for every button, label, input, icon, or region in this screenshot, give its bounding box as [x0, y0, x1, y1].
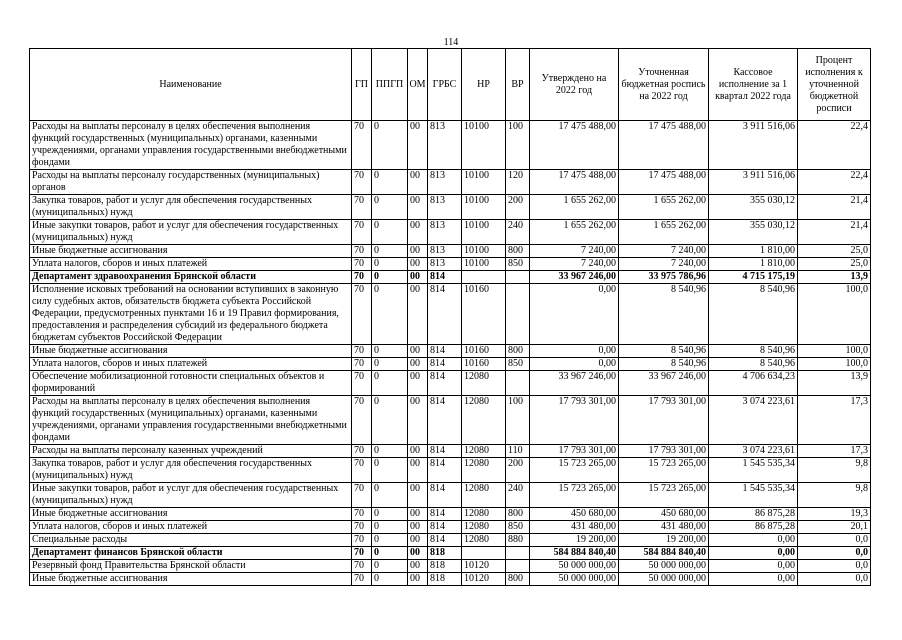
cell-cash: 0,00 [709, 573, 798, 586]
cell-refined: 15 723 265,00 [619, 458, 709, 483]
cell-refined: 431 480,00 [619, 521, 709, 534]
cell-grbs: 813 [428, 245, 462, 258]
cell-percent: 0,0 [798, 560, 871, 573]
cell-om: 00 [408, 271, 428, 284]
cell-gp: 70 [352, 220, 372, 245]
cell-ppgp: 0 [372, 284, 408, 345]
cell-percent: 20,1 [798, 521, 871, 534]
cell-vr: 850 [506, 521, 530, 534]
header-np: НР [462, 49, 506, 121]
cell-cash: 3 911 516,06 [709, 121, 798, 170]
cell-om: 00 [408, 445, 428, 458]
cell-grbs: 814 [428, 521, 462, 534]
cell-gp: 70 [352, 245, 372, 258]
cell-name: Иные бюджетные ассигнования [30, 508, 352, 521]
cell-ppgp: 0 [372, 121, 408, 170]
cell-grbs: 818 [428, 560, 462, 573]
page-number: 114 [443, 37, 459, 48]
cell-approved: 1 655 262,00 [530, 220, 619, 245]
cell-cash: 1 545 535,34 [709, 458, 798, 483]
cell-vr [506, 271, 530, 284]
cell-approved: 50 000 000,00 [530, 560, 619, 573]
table-row [30, 271, 871, 284]
table-row [30, 245, 871, 258]
cell-name: Уплата налогов, сборов и иных платежей [30, 521, 352, 534]
cell-refined: 17 475 488,00 [619, 121, 709, 170]
cell-ppgp: 0 [372, 245, 408, 258]
cell-refined: 8 540,96 [619, 345, 709, 358]
header-percent: Процент исполнения к уточненной бюджетной росписи [798, 49, 871, 121]
cell-refined: 17 475 488,00 [619, 170, 709, 195]
cell-np [462, 547, 506, 560]
cell-approved: 33 967 246,00 [530, 271, 619, 284]
cell-name: Резервный фонд Правительства Брянской области [30, 560, 352, 573]
cell-om: 00 [408, 508, 428, 521]
header-om: ОМ [408, 49, 428, 121]
table-row [30, 534, 871, 547]
cell-grbs: 814 [428, 534, 462, 547]
cell-om: 00 [408, 458, 428, 483]
cell-vr: 800 [506, 573, 530, 586]
cell-np: 12080 [462, 396, 506, 445]
cell-name: Иные бюджетные ассигнования [30, 245, 352, 258]
cell-ppgp: 0 [372, 271, 408, 284]
cell-vr: 800 [506, 245, 530, 258]
table-row [30, 170, 871, 195]
cell-ppgp: 0 [372, 483, 408, 508]
cell-np: 12080 [462, 483, 506, 508]
cell-approved: 584 884 840,40 [530, 547, 619, 560]
cell-grbs: 814 [428, 371, 462, 396]
cell-vr: 800 [506, 345, 530, 358]
cell-vr: 110 [506, 445, 530, 458]
cell-name: Расходы на выплаты персоналу в целях обеспечения выполнения функций государственных (муниципальных) органами, казенными учреждениями, органами управления государственными внебюджетными фондами [30, 121, 352, 170]
cell-cash: 86 875,28 [709, 521, 798, 534]
cell-name: Иные бюджетные ассигнования [30, 573, 352, 586]
cell-grbs: 814 [428, 396, 462, 445]
cell-refined: 33 975 786,96 [619, 271, 709, 284]
header-name: Наименование [30, 49, 352, 121]
cell-gp: 70 [352, 396, 372, 445]
cell-percent: 19,3 [798, 508, 871, 521]
cell-om: 00 [408, 396, 428, 445]
cell-percent: 13,9 [798, 271, 871, 284]
cell-percent: 13,9 [798, 371, 871, 396]
cell-np: 12080 [462, 445, 506, 458]
cell-approved: 17 793 301,00 [530, 396, 619, 445]
cell-om: 00 [408, 245, 428, 258]
cell-np: 12080 [462, 534, 506, 547]
cell-approved: 450 680,00 [530, 508, 619, 521]
cell-np: 12080 [462, 371, 506, 396]
cell-percent: 0,0 [798, 534, 871, 547]
cell-ppgp: 0 [372, 220, 408, 245]
cell-vr: 200 [506, 195, 530, 220]
cell-vr [506, 284, 530, 345]
cell-cash: 3 074 223,61 [709, 396, 798, 445]
cell-refined: 450 680,00 [619, 508, 709, 521]
cell-cash: 1 810,00 [709, 245, 798, 258]
cell-percent: 25,0 [798, 258, 871, 271]
cell-vr: 100 [506, 396, 530, 445]
cell-refined: 50 000 000,00 [619, 573, 709, 586]
cell-name: Обеспечение мобилизационной готовности специальных объектов и формирований [30, 371, 352, 396]
cell-refined: 8 540,96 [619, 284, 709, 345]
table-row [30, 508, 871, 521]
cell-om: 00 [408, 358, 428, 371]
cell-name: Уплата налогов, сборов и иных платежей [30, 358, 352, 371]
cell-om: 00 [408, 534, 428, 547]
cell-approved: 33 967 246,00 [530, 371, 619, 396]
header-approved: Утверждено на 2022 год [530, 49, 619, 121]
cell-approved: 17 793 301,00 [530, 445, 619, 458]
cell-refined: 584 884 840,40 [619, 547, 709, 560]
cell-name: Департамент финансов Брянской области [30, 547, 352, 560]
cell-ppgp: 0 [372, 534, 408, 547]
cell-refined: 7 240,00 [619, 245, 709, 258]
table-row [30, 258, 871, 271]
cell-ppgp: 0 [372, 358, 408, 371]
cell-percent: 21,4 [798, 195, 871, 220]
cell-grbs: 814 [428, 358, 462, 371]
cell-vr: 200 [506, 458, 530, 483]
cell-om: 00 [408, 521, 428, 534]
cell-percent: 0,0 [798, 573, 871, 586]
cell-refined: 1 655 262,00 [619, 220, 709, 245]
cell-grbs: 814 [428, 458, 462, 483]
cell-approved: 50 000 000,00 [530, 573, 619, 586]
cell-ppgp: 0 [372, 573, 408, 586]
cell-approved: 0,00 [530, 358, 619, 371]
table-row [30, 345, 871, 358]
cell-percent: 100,0 [798, 358, 871, 371]
cell-approved: 431 480,00 [530, 521, 619, 534]
table-row [30, 560, 871, 573]
cell-approved: 7 240,00 [530, 258, 619, 271]
cell-cash: 1 810,00 [709, 258, 798, 271]
cell-gp: 70 [352, 458, 372, 483]
cell-cash: 3 911 516,06 [709, 170, 798, 195]
cell-cash: 4 715 175,19 [709, 271, 798, 284]
cell-refined: 17 793 301,00 [619, 445, 709, 458]
cell-vr: 240 [506, 220, 530, 245]
cell-gp: 70 [352, 358, 372, 371]
cell-ppgp: 0 [372, 547, 408, 560]
cell-gp: 70 [352, 170, 372, 195]
cell-name: Департамент здравоохранения Брянской области [30, 271, 352, 284]
cell-om: 00 [408, 560, 428, 573]
table-row [30, 547, 871, 560]
cell-np: 10120 [462, 560, 506, 573]
cell-cash: 355 030,12 [709, 195, 798, 220]
cell-percent: 100,0 [798, 284, 871, 345]
cell-vr: 100 [506, 121, 530, 170]
table-row [30, 483, 871, 508]
cell-gp: 70 [352, 284, 372, 345]
cell-gp: 70 [352, 445, 372, 458]
cell-om: 00 [408, 483, 428, 508]
header-grbs: ГРБС [428, 49, 462, 121]
cell-ppgp: 0 [372, 396, 408, 445]
cell-percent: 25,0 [798, 245, 871, 258]
cell-cash: 8 540,96 [709, 358, 798, 371]
cell-vr [506, 560, 530, 573]
cell-percent: 21,4 [798, 220, 871, 245]
cell-gp: 70 [352, 258, 372, 271]
cell-grbs: 814 [428, 345, 462, 358]
cell-cash: 1 545 535,34 [709, 483, 798, 508]
cell-approved: 7 240,00 [530, 245, 619, 258]
cell-np: 10100 [462, 170, 506, 195]
cell-vr: 880 [506, 534, 530, 547]
cell-percent: 17,3 [798, 396, 871, 445]
cell-gp: 70 [352, 560, 372, 573]
cell-percent: 9,8 [798, 458, 871, 483]
cell-np: 10120 [462, 573, 506, 586]
cell-name: Уплата налогов, сборов и иных платежей [30, 258, 352, 271]
cell-ppgp: 0 [372, 345, 408, 358]
cell-percent: 9,8 [798, 483, 871, 508]
cell-gp: 70 [352, 534, 372, 547]
cell-grbs: 814 [428, 284, 462, 345]
cell-refined: 33 967 246,00 [619, 371, 709, 396]
cell-grbs: 813 [428, 170, 462, 195]
cell-np: 10100 [462, 195, 506, 220]
cell-percent: 100,0 [798, 345, 871, 358]
cell-cash: 0,00 [709, 534, 798, 547]
cell-approved: 15 723 265,00 [530, 483, 619, 508]
cell-percent: 0,0 [798, 547, 871, 560]
cell-gp: 70 [352, 195, 372, 220]
cell-vr: 850 [506, 258, 530, 271]
table-row [30, 220, 871, 245]
cell-np: 12080 [462, 458, 506, 483]
cell-approved: 17 475 488,00 [530, 121, 619, 170]
table-row [30, 371, 871, 396]
cell-ppgp: 0 [372, 258, 408, 271]
cell-np: 10160 [462, 284, 506, 345]
cell-ppgp: 0 [372, 508, 408, 521]
cell-ppgp: 0 [372, 458, 408, 483]
cell-grbs: 814 [428, 271, 462, 284]
cell-grbs: 813 [428, 258, 462, 271]
cell-ppgp: 0 [372, 371, 408, 396]
cell-cash: 355 030,12 [709, 220, 798, 245]
cell-np: 10100 [462, 258, 506, 271]
header-cash: Кассовое исполнение за 1 квартал 2022 года [709, 49, 798, 121]
cell-cash: 8 540,96 [709, 284, 798, 345]
cell-gp: 70 [352, 547, 372, 560]
cell-ppgp: 0 [372, 195, 408, 220]
cell-refined: 1 655 262,00 [619, 195, 709, 220]
cell-ppgp: 0 [372, 445, 408, 458]
cell-name: Иные бюджетные ассигнования [30, 345, 352, 358]
cell-cash: 8 540,96 [709, 345, 798, 358]
cell-grbs: 813 [428, 195, 462, 220]
cell-om: 00 [408, 345, 428, 358]
header-refined: Уточненная бюджетная роспись на 2022 год [619, 49, 709, 121]
cell-ppgp: 0 [372, 560, 408, 573]
budget-table [29, 48, 871, 586]
table-row [30, 458, 871, 483]
cell-gp: 70 [352, 345, 372, 358]
cell-vr: 850 [506, 358, 530, 371]
table-row [30, 121, 871, 170]
cell-om: 00 [408, 284, 428, 345]
cell-gp: 70 [352, 271, 372, 284]
cell-om: 00 [408, 371, 428, 396]
cell-percent: 22,4 [798, 170, 871, 195]
cell-name: Расходы на выплаты персоналу казенных учреждений [30, 445, 352, 458]
cell-np: 10160 [462, 345, 506, 358]
cell-approved: 1 655 262,00 [530, 195, 619, 220]
cell-cash: 86 875,28 [709, 508, 798, 521]
cell-approved: 19 200,00 [530, 534, 619, 547]
cell-om: 00 [408, 547, 428, 560]
cell-np: 10100 [462, 245, 506, 258]
cell-refined: 50 000 000,00 [619, 560, 709, 573]
table-row [30, 195, 871, 220]
table-body [30, 121, 871, 586]
cell-om: 00 [408, 195, 428, 220]
table-row [30, 284, 871, 345]
cell-refined: 15 723 265,00 [619, 483, 709, 508]
cell-grbs: 818 [428, 547, 462, 560]
table-header-row [30, 49, 871, 121]
cell-name: Иные закупки товаров, работ и услуг для обеспечения государственных (муниципальных) нужд [30, 483, 352, 508]
cell-cash: 3 074 223,61 [709, 445, 798, 458]
cell-approved: 0,00 [530, 345, 619, 358]
cell-name: Исполнение исковых требований на основании вступивших в законную силу судебных актов, обязательств бюджета субъекта Российской Федерации, предусмотренных пунктами 16 и 19 Правил формирования, предоставления и распределения субсидий из федерального бюджета бюджетам субъектов Российской Федерации [30, 284, 352, 345]
table-row [30, 573, 871, 586]
cell-approved: 17 475 488,00 [530, 170, 619, 195]
cell-refined: 17 793 301,00 [619, 396, 709, 445]
cell-om: 00 [408, 573, 428, 586]
cell-approved: 15 723 265,00 [530, 458, 619, 483]
cell-refined: 7 240,00 [619, 258, 709, 271]
cell-np: 10160 [462, 358, 506, 371]
cell-name: Закупка товаров, работ и услуг для обеспечения государственных (муниципальных) нужд [30, 458, 352, 483]
cell-cash: 0,00 [709, 560, 798, 573]
cell-gp: 70 [352, 371, 372, 396]
cell-ppgp: 0 [372, 521, 408, 534]
cell-gp: 70 [352, 508, 372, 521]
cell-refined: 8 540,96 [619, 358, 709, 371]
cell-np: 10100 [462, 220, 506, 245]
cell-grbs: 814 [428, 445, 462, 458]
cell-om: 00 [408, 121, 428, 170]
cell-gp: 70 [352, 573, 372, 586]
cell-om: 00 [408, 220, 428, 245]
cell-om: 00 [408, 258, 428, 271]
cell-cash: 0,00 [709, 547, 798, 560]
cell-vr: 800 [506, 508, 530, 521]
cell-grbs: 813 [428, 121, 462, 170]
cell-gp: 70 [352, 521, 372, 534]
cell-vr [506, 547, 530, 560]
cell-percent: 17,3 [798, 445, 871, 458]
cell-name: Расходы на выплаты персоналу в целях обеспечения выполнения функций государственных (муниципальных) органами, казенными учреждениями, органами управления государственными внебюджетными фондами [30, 396, 352, 445]
cell-percent: 22,4 [798, 121, 871, 170]
header-vr: ВР [506, 49, 530, 121]
cell-grbs: 818 [428, 573, 462, 586]
cell-approved: 0,00 [530, 284, 619, 345]
table-row [30, 358, 871, 371]
header-gp: ГП [352, 49, 372, 121]
cell-vr [506, 371, 530, 396]
cell-vr: 240 [506, 483, 530, 508]
cell-gp: 70 [352, 121, 372, 170]
cell-refined: 19 200,00 [619, 534, 709, 547]
cell-np: 12080 [462, 508, 506, 521]
cell-ppgp: 0 [372, 170, 408, 195]
cell-np: 12080 [462, 521, 506, 534]
table-row [30, 445, 871, 458]
cell-om: 00 [408, 170, 428, 195]
cell-name: Закупка товаров, работ и услуг для обеспечения государственных (муниципальных) нужд [30, 195, 352, 220]
cell-name: Иные закупки товаров, работ и услуг для обеспечения государственных (муниципальных) нужд [30, 220, 352, 245]
cell-vr: 120 [506, 170, 530, 195]
cell-np [462, 271, 506, 284]
cell-grbs: 813 [428, 220, 462, 245]
cell-name: Расходы на выплаты персоналу государственных (муниципальных) органов [30, 170, 352, 195]
header-ppgp: ППГП [372, 49, 408, 121]
cell-np: 10100 [462, 121, 506, 170]
cell-cash: 4 706 634,23 [709, 371, 798, 396]
table-row [30, 521, 871, 534]
cell-gp: 70 [352, 483, 372, 508]
table-row [30, 396, 871, 445]
cell-grbs: 814 [428, 483, 462, 508]
cell-grbs: 814 [428, 508, 462, 521]
cell-name: Специальные расходы [30, 534, 352, 547]
